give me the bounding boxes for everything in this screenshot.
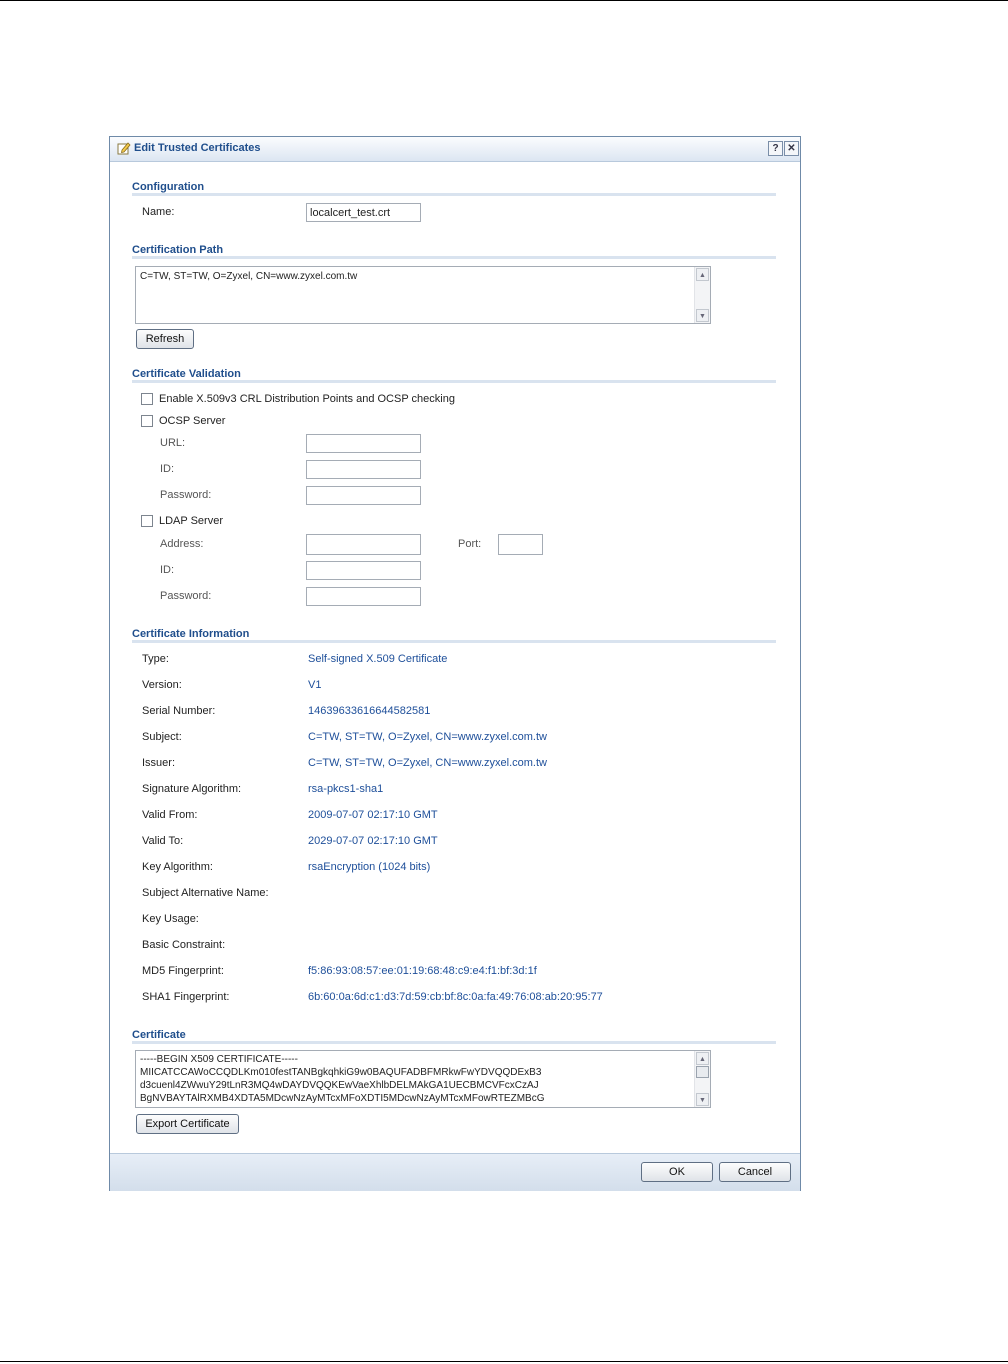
ldap-password-label: Password:: [160, 590, 212, 602]
info-label: Issuer:: [142, 757, 176, 769]
ocsp-url-label: URL:: [160, 437, 186, 449]
info-value: Self-signed X.509 Certificate: [308, 653, 448, 665]
edit-trusted-certificates-dialog: [109, 136, 801, 1191]
ldap-password-field[interactable]: [306, 587, 421, 606]
info-value: C=TW, ST=TW, O=Zyxel, CN=www.zyxel.com.tw: [308, 731, 547, 743]
dialog-footer: [110, 1153, 800, 1191]
scroll-up-icon[interactable]: ▲: [696, 268, 709, 281]
info-label: Valid To:: [142, 835, 184, 847]
ldap-id-label: ID:: [160, 564, 175, 576]
ocsp-id-field[interactable]: [306, 460, 421, 479]
certificate-text: -----BEGIN X509 CERTIFICATE----- MIICATCCAWoCCQDLKm010festTANBgkqhkiG9w0BAQUFADBFMRkwFwYDVQQDExB3 d3cuenl4ZWwuY29tLnR3MQ4wDAYDVQQKEwVaeXhlbDELMAkGA1UECBMCVFcxCzAJ BgNVBAYTAlRXMB4XDTA5MDcwNzAyMTcxMFoXDTI5MDcwNzAyMTcxMFowRTEZMBcG: [140, 1054, 545, 1104]
enable-crl-label: Enable X.509v3 CRL Distribution Points and OCSP checking: [159, 393, 455, 405]
configuration-divider: [132, 193, 776, 196]
info-value: 6b:60:0a:6d:c1:d3:7d:59:cb:bf:8c:0a:fa:49:76:08:ab:20:95:77: [308, 991, 603, 1003]
info-label: Signature Algorithm:: [142, 783, 242, 795]
ldap-address-field[interactable]: [306, 534, 421, 555]
certificate-information-divider: [132, 640, 776, 643]
certificate-divider: [132, 1041, 776, 1044]
page-top-rule: [0, 0, 1008, 1]
certification-path-textarea[interactable]: [135, 266, 711, 324]
ldap-port-label: Port:: [458, 538, 482, 550]
certificate-scrollbar[interactable]: [694, 1051, 710, 1107]
export-certificate-button[interactable]: Export Certificate: [136, 1114, 239, 1134]
ocsp-password-field[interactable]: [306, 486, 421, 505]
ocsp-url-field[interactable]: [306, 434, 421, 453]
certificate-heading: Certificate: [132, 1029, 186, 1041]
info-value: 14639633616644582581: [308, 705, 431, 717]
info-label: Key Algorithm:: [142, 861, 213, 873]
info-label: SHA1 Fingerprint:: [142, 991, 230, 1003]
name-label: Name:: [142, 206, 175, 218]
certification-path-text: C=TW, ST=TW, O=Zyxel, CN=www.zyxel.com.tw: [140, 271, 358, 282]
help-icon[interactable]: ?: [768, 141, 783, 156]
ocsp-server-label: OCSP Server: [159, 415, 226, 427]
info-value: rsaEncryption (1024 bits): [308, 861, 431, 873]
certification-path-scrollbar[interactable]: [694, 267, 710, 323]
edit-icon: [117, 141, 131, 155]
scroll-thumb[interactable]: [696, 1066, 709, 1078]
certificate-validation-divider: [132, 380, 776, 383]
ocsp-password-label: Password:: [160, 489, 212, 501]
info-value: C=TW, ST=TW, O=Zyxel, CN=www.zyxel.com.tw: [308, 757, 547, 769]
info-label: Version:: [142, 679, 182, 691]
scroll-down-icon[interactable]: ▼: [696, 309, 709, 322]
dialog-title: Edit Trusted Certificates: [134, 142, 261, 154]
info-value: f5:86:93:08:57:ee:01:19:68:48:c9:e4:f1:bf:3d:1f: [308, 965, 537, 977]
info-value: 2029-07-07 02:17:10 GMT: [308, 835, 438, 847]
certificate-textarea[interactable]: [135, 1050, 711, 1108]
ok-button[interactable]: OK: [641, 1162, 713, 1182]
info-value: rsa-pkcs1-sha1: [308, 783, 384, 795]
ldap-server-label: LDAP Server: [159, 515, 223, 527]
certificate-validation-heading: Certificate Validation: [132, 368, 241, 380]
info-label: Subject:: [142, 731, 182, 743]
name-field[interactable]: [306, 203, 421, 222]
ocsp-server-checkbox[interactable]: [141, 415, 153, 427]
ldap-address-label: Address:: [160, 538, 204, 550]
info-label: Subject Alternative Name:: [142, 887, 269, 899]
info-value: 2009-07-07 02:17:10 GMT: [308, 809, 438, 821]
info-value: V1: [308, 679, 322, 691]
info-label: Key Usage:: [142, 913, 199, 925]
scroll-down-icon[interactable]: ▼: [696, 1093, 709, 1106]
ldap-port-field[interactable]: [498, 534, 543, 555]
dialog-content: [114, 162, 796, 1152]
dialog-titlebar: [110, 137, 800, 162]
info-label: Valid From:: [142, 809, 198, 821]
certification-path-divider: [132, 256, 776, 259]
ldap-server-checkbox[interactable]: [141, 515, 153, 527]
ldap-id-field[interactable]: [306, 561, 421, 580]
info-label: Serial Number:: [142, 705, 216, 717]
info-label: MD5 Fingerprint:: [142, 965, 224, 977]
cancel-button[interactable]: Cancel: [719, 1162, 791, 1182]
close-icon[interactable]: ✕: [784, 141, 799, 156]
certificate-information-heading: Certificate Information: [132, 628, 250, 640]
info-label: Type:: [142, 653, 169, 665]
enable-crl-checkbox[interactable]: [141, 393, 153, 405]
configuration-heading: Configuration: [132, 181, 205, 193]
scroll-up-icon[interactable]: ▲: [696, 1052, 709, 1065]
refresh-button[interactable]: Refresh: [136, 329, 194, 349]
page-bottom-rule: [0, 1361, 1008, 1362]
ocsp-id-label: ID:: [160, 463, 175, 475]
info-label: Basic Constraint:: [142, 939, 226, 951]
certification-path-heading: Certification Path: [132, 244, 224, 256]
